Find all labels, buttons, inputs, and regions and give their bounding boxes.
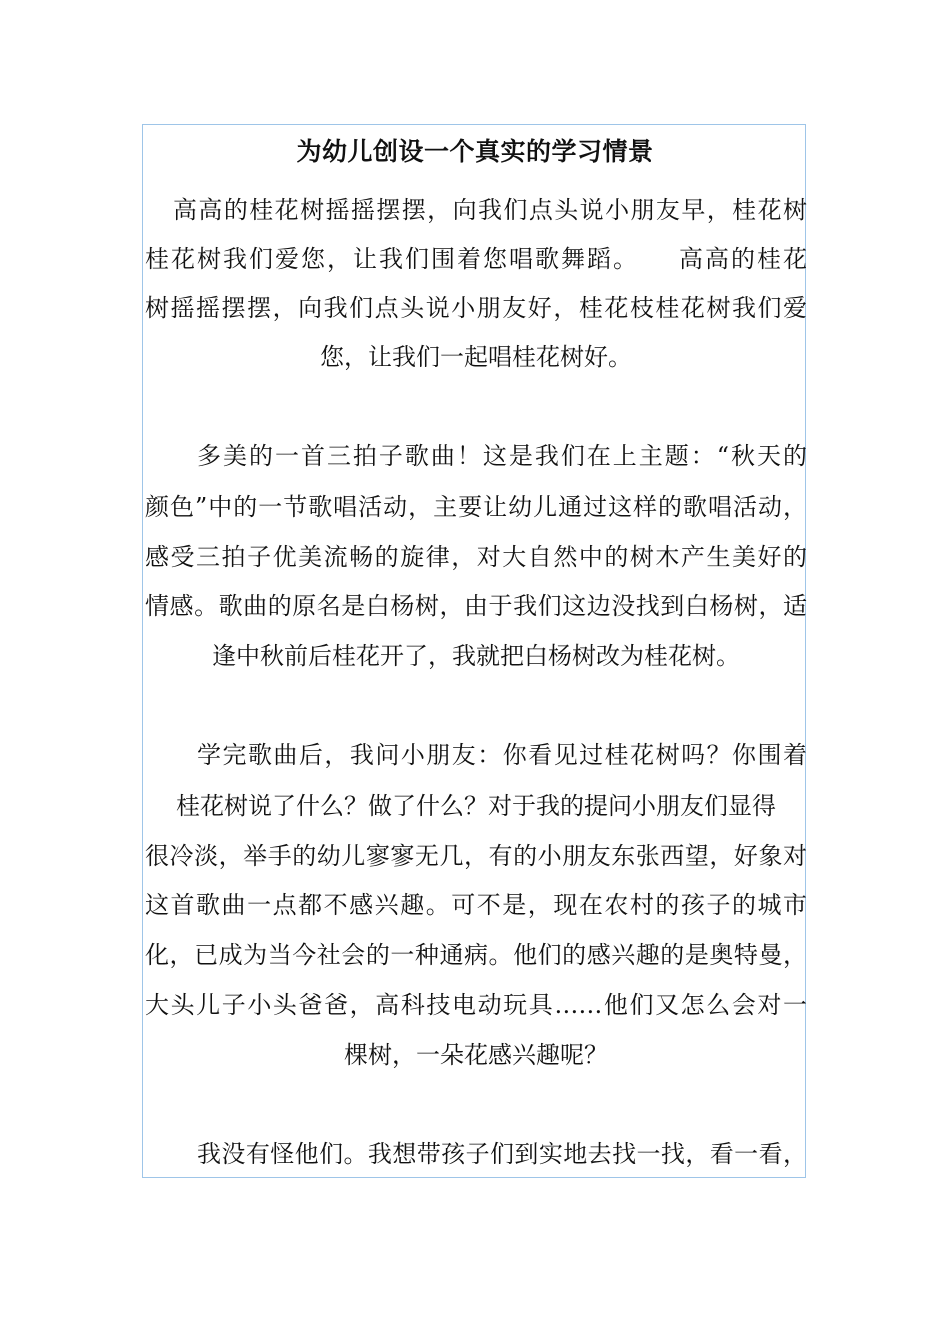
paragraph-line: 高高的桂花树摇摇摆摆，向我们点头说小朋友早，桂花树 [173, 196, 807, 224]
paragraph-line: 您，让我们一起唱桂花树好。 [320, 343, 632, 371]
paragraph-line: 棵树，一朵花感兴趣呢？ [344, 1041, 608, 1069]
paragraph-line: 感受三拍子优美流畅的旋律，对大自然中的树木产生美好的 [145, 543, 807, 571]
paragraph-line: 化，已成为当今社会的一种通病。他们的感兴趣的是奥特曼， [145, 941, 807, 969]
paragraph-line: 逢中秋前后桂花开了，我就把白杨树改为桂花树。 [212, 642, 740, 670]
paragraph-line: 这首歌曲一点都不感兴趣。可不是，现在农村的孩子的城市 [145, 891, 807, 919]
document-title: 为幼儿创设一个真实的学习情景 [296, 137, 654, 166]
paragraph-line: 树摇摇摆摆，向我们点头说小朋友好，桂花枝桂花树我们爱 [145, 294, 807, 322]
paragraph-line: 情感。歌曲的原名是白杨树，由于我们这边没找到白杨树，适 [145, 592, 807, 620]
paragraph-line: 大头儿子小头爸爸，高科技电动玩具……他们又怎么会对一 [145, 991, 807, 1019]
paragraph-line: 多美的一首三拍子歌曲！这是我们在上主题：“秋天的 [197, 442, 807, 470]
paragraph-line: 我没有怪他们。我想带孩子们到实地去找一找，看一看， [197, 1140, 807, 1168]
paragraph-line: 很冷淡，举手的幼儿寥寥无几，有的小朋友东张西望，好象对 [145, 842, 807, 870]
paragraph-line: 桂花树我们爱您，让我们围着您唱歌舞蹈。 高高的桂花 [145, 245, 807, 273]
paragraph-line: 学完歌曲后，我问小朋友：你看见过桂花树吗？你围着 [197, 741, 807, 769]
paragraph-line: 颜色”中的一节歌唱活动，主要让幼儿通过这样的歌唱活动， [145, 493, 807, 521]
paragraph-line: 桂花树说了什么？做了什么？对于我的提问小朋友们显得 [176, 792, 776, 820]
